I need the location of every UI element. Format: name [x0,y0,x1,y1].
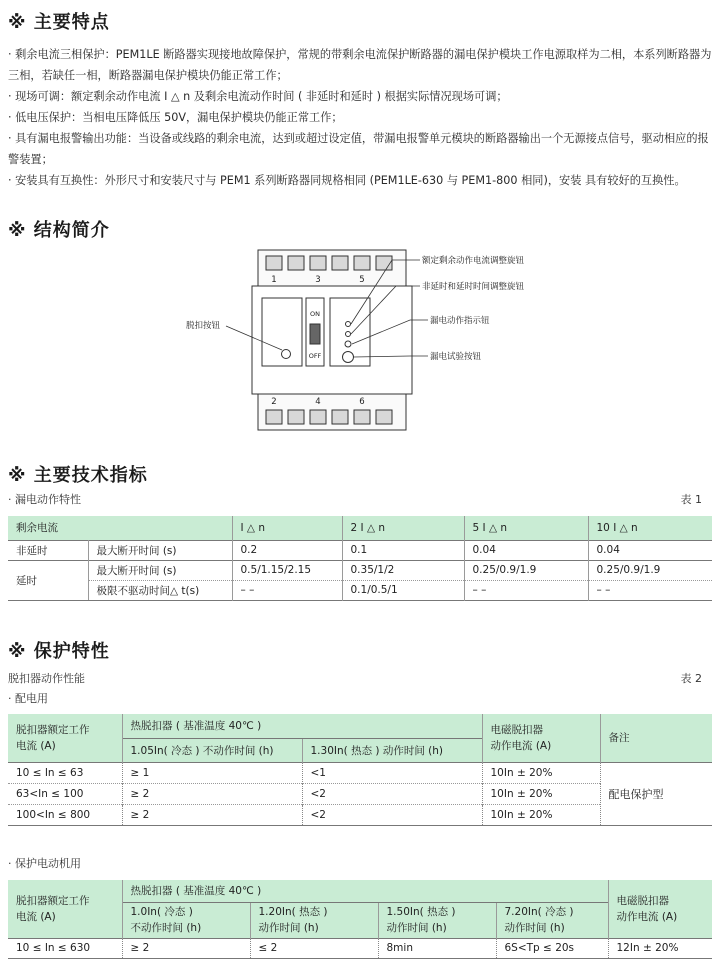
feature-item: · 剩余电流三相保护：PEM1LE 断路器实现接地故障保护，常规的带剩余电流保护断路器的漏电保护模块工作电源取样为二相，本系列断路器为三相，若缺任一相，断路器漏电保护模块仍能正常工作； [8,48,712,82]
cell-value: <2 [302,804,482,825]
row-label: 极限不驱动时间△ t(s) [88,580,232,600]
cell-value: 6S<Tp ≤ 20s [496,938,608,958]
residual-current-knob-icon [346,322,351,327]
header-col: 1.0In( 冷态 ) 不动作时间 (h) [122,902,250,938]
cell-value: 8min [378,938,496,958]
header-cold-state: 1.05In( 冷态 ) 不动作时间 (h) [122,738,302,762]
cell-value: 0.35/1/2 [342,560,464,580]
cell-value: <2 [302,783,482,804]
cell-value: ≥ 2 [122,804,302,825]
header-col: 1.20In( 热态 ) 动作时间 (h) [250,902,378,938]
delay-time-knob-icon [346,332,351,337]
cell-value: – – [464,580,588,600]
terminal-label-top-1: 1 [271,275,277,285]
features-title: ※ 主要特点 [8,12,110,33]
cell-value: 63<In ≤ 100 [16,787,84,800]
table1-number: 表 1 [680,493,702,506]
table-row [8,540,712,560]
features-list [8,44,714,191]
cell-value: 10 ≤ In ≤ 630 [16,942,91,954]
specs-title: ※ 主要技术指标 [8,465,148,486]
cell-value: 0.1 [342,540,464,560]
distribution-trip-table [8,714,712,826]
switch-off-label: OFF [308,352,322,360]
row-label: 最大断开时间 (s) [88,560,232,580]
header-thermal-release: 热脱扣器 ( 基准温度 40℃ ) [122,714,482,738]
protection-title: ※ 保护特性 [8,641,110,662]
header-remarks: 备注 [600,714,712,762]
cell-value: ≥ 2 [122,783,302,804]
cell-value: ≥ 1 [122,762,302,783]
leak-indicator-icon [345,341,351,347]
cell-value: 0.5/1.15/2.15 [232,560,342,580]
header-residual-current: 剩余电流 [16,522,58,535]
cell-value: 12In ± 20% [608,938,712,958]
header-rated-current: 脱扣器额定工作 电流 (A) [16,723,90,752]
breaker-structure-diagram [170,240,550,440]
group-label-nondelay: 非延时 [16,544,48,557]
feature-item: · 具有漏电报警输出功能：当设备或线路的剩余电流，达到或超过设定值，带漏电报警单元模块的断路器输出一个无源接点信号，驱动相应的报警装置； [8,132,709,166]
distribution-subtitle: · 配电用 [8,692,48,705]
group-label-delay: 延时 [8,560,88,600]
specs-subtitle: · 漏电动作特性 [8,493,81,506]
cell-value: <1 [302,762,482,783]
leakage-characteristics-table [8,516,712,601]
leak-test-button-icon [343,352,354,363]
cell-value: 0.25/0.9/1.9 [464,560,588,580]
header-col: 7.20In( 冷态 ) 动作时间 (h) [496,902,608,938]
table-header-row [8,880,712,902]
label-residual-current-knob: 额定剩余动作电流调整旋钮 [422,256,525,266]
header-col: 2 I △ n [342,516,464,540]
terminal-label-top-3: 3 [315,275,321,285]
header-thermal-release: 热脱扣器 ( 基准温度 40℃ ) [122,880,608,902]
table-header-row [8,714,712,738]
header-magnetic-release: 电磁脱扣器 动作电流 (A) [608,880,712,938]
table-row [8,580,712,600]
header-col: 10 I △ n [588,516,712,540]
terminal-label-bottom-2: 2 [271,397,277,407]
table-row [8,762,712,783]
cell-value: ≤ 2 [250,938,378,958]
trip-button-icon [282,350,291,359]
header-col: 5 I △ n [464,516,588,540]
terminal-label-top-5: 5 [359,275,365,285]
cell-value: – – [232,580,342,600]
label-leak-test-button: 漏电试验按钮 [430,352,482,362]
table-row [8,938,712,958]
remarks-value: 配电保护型 [600,762,712,825]
cell-value: 0.1/0.5/1 [342,580,464,600]
cell-value: 0.04 [588,540,712,560]
header-magnetic-release: 电磁脱扣器 动作电流 (A) [482,714,600,762]
cell-value: 10In ± 20% [482,783,600,804]
table-row [8,560,712,580]
label-leak-indicator: 漏电动作指示钮 [430,316,490,326]
cell-value: 0.2 [232,540,342,560]
terminal-label-bottom-4: 4 [315,397,321,407]
feature-item: · 现场可调：额定剩余动作电流 I △ n 及剩余电流动作时间 ( 非延时和延时 ) 根据实际情况现场可调； [8,90,508,103]
row-label: 最大断开时间 (s) [88,540,232,560]
cell-value: 10In ± 20% [482,804,600,825]
cell-value: ≥ 2 [122,938,250,958]
header-hot-state: 1.30In( 热态 ) 动作时间 (h) [302,738,482,762]
switch-on-label: ON [310,310,320,318]
cell-value: 10 ≤ In ≤ 63 [16,766,84,779]
label-delay-time-knob: 非延时和延时时间调整旋钮 [422,282,525,292]
terminal-label-bottom-6: 6 [359,397,365,407]
motor-trip-table [8,880,712,959]
trip-button-label: 脱扣按钮 [186,321,221,331]
feature-item: · 低电压保护：当相电压降低压 50V，漏电保护模块仍能正常工作； [8,111,343,124]
structure-title: ※ 结构简介 [8,220,110,241]
cell-value: 10In ± 20% [482,762,600,783]
table2-number: 表 2 [680,672,702,685]
cell-value: 100<In ≤ 800 [16,808,91,821]
protection-subtitle: 脱扣器动作性能 [8,672,85,685]
cell-value: 0.25/0.9/1.9 [588,560,712,580]
cell-value: – – [588,580,712,600]
header-col: I △ n [232,516,342,540]
motor-subtitle: · 保护电动机用 [8,857,81,870]
feature-item: · 安装具有互换性：外形尺寸和安装尺寸与 PEM1 系列断路器同规格相同 (PEM1LE-630 与 PEM1-800 相同)，安装 具有较好的互换性。 [8,174,686,187]
header-rated-current: 脱扣器额定工作 电流 (A) [16,894,90,923]
header-col: 1.50In( 热态 ) 动作时间 (h) [378,902,496,938]
table-header-row [8,516,712,540]
cell-value: 0.04 [464,540,588,560]
